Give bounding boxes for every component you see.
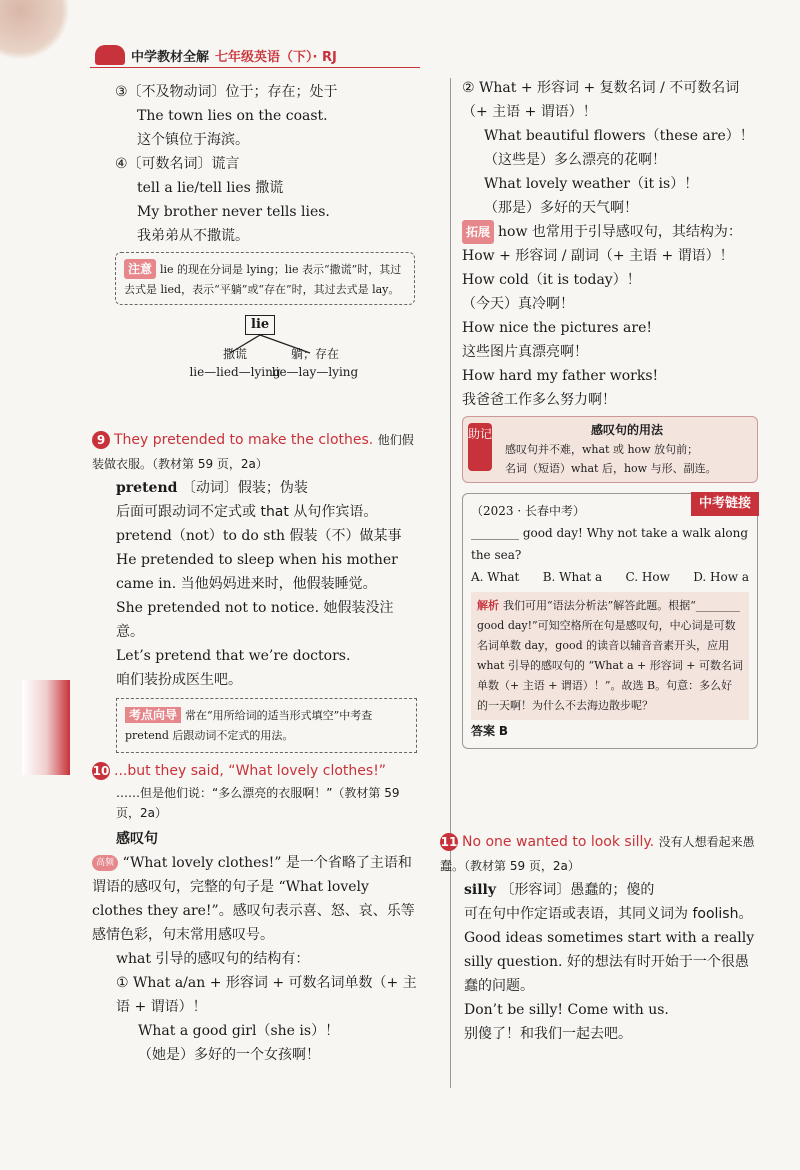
sense-4: ④〔可数名词〕谎言: [115, 156, 240, 172]
note-tag: 注意: [124, 259, 156, 279]
book-title: 中学教材全解: [131, 49, 210, 65]
branch-1-en: lie—lied—lying: [189, 365, 281, 379]
exam-options: [471, 566, 749, 588]
example-cn: 我弟弟从不撒谎。: [137, 228, 249, 244]
how-structure: How + 形容词 / 副词（+ 主语 + 谓语）！: [462, 248, 734, 264]
sense-3: ③〔不及物动词〕位于；存在；处于: [115, 84, 338, 100]
exam-link-box: [462, 493, 758, 749]
example: She pretended not to notice. 她假装没注意。: [116, 600, 394, 640]
exam-link-tag: 中考链接: [691, 492, 759, 516]
extension-text: how 也常用于引导感叹句，其结构为：: [498, 224, 742, 240]
option-c: C. How: [625, 570, 670, 584]
branch-1-cn: 撒谎: [222, 347, 247, 361]
item-number: 9: [92, 431, 110, 449]
structure-1: ① What a/an + 形容词 + 可数名词单数（+ 主语 + 谓语）！: [116, 975, 417, 1015]
tree-branch-2: [255, 345, 375, 381]
structure-intro: what 引导的感叹句的结构有：: [116, 951, 310, 967]
thumb-shadow: [0, 0, 70, 60]
right-column-2: [440, 830, 762, 1046]
exam-tip-tag: 考点向导: [125, 707, 181, 723]
analysis-text: 我们可用“语法分析法”解答此题。根据“________ good day!”可知空格所在句是感叹句，中心词是可数名词单数 day，good 的读音以辅音音素开头，应用 what 引导的感叹句的 “What a + 形容词 + 可数名词单数（+ 主语 + 谓语）！”。故选 B。句意：多么好的一天啊！为什么不去海边散步呢？: [477, 599, 743, 712]
headword: pretend: [116, 480, 178, 496]
example-en: How hard my father works!: [462, 368, 659, 384]
example-en: My brother never tells lies.: [137, 204, 330, 220]
option-a: A. What: [471, 570, 520, 584]
item-11-cn: 没有人想看起来愚蠢。（教材第 59 页，2a）: [440, 835, 755, 873]
extension-tag: 拓展: [462, 220, 494, 244]
explanation: “What lovely clothes!” 是一个省略了主语和谓语的感叹句，完整的句子是 “What lovely clothes they are!”。感叹句表示喜、怒、哀、乐等感情色彩，句末常用感叹号。: [92, 855, 415, 943]
analysis-tag: 解析: [477, 599, 499, 612]
option-d: D. How a: [693, 570, 749, 584]
example-en: How cold（it is today）！: [462, 272, 641, 288]
book-subtitle: 七年级英语（下）· RJ: [215, 49, 337, 65]
answer-value: B: [498, 724, 508, 738]
item-11-en: No one wanted to look silly.: [462, 834, 655, 850]
answer-line: [471, 720, 749, 742]
branch-2-cn: 躺；存在: [290, 347, 339, 361]
answer-label: 答案: [471, 724, 496, 738]
pretend-section: [92, 476, 417, 753]
example-en: How nice the pictures are!: [462, 320, 653, 336]
option-b: B. What a: [542, 570, 603, 584]
mnemonic-title: 感叹句的用法: [590, 423, 663, 437]
exam-question: ________ good day! Why not take a walk along the sea?: [471, 526, 749, 562]
exclamation-section: [92, 827, 417, 1067]
lie-tree-diagram: [115, 315, 415, 397]
mnemonic-tag: 助记: [468, 423, 492, 471]
item-9-heading: [92, 428, 417, 476]
exam-source: （2023 · 长春中考）: [471, 504, 585, 518]
example-cn: （那是）多好的天气啊！: [484, 200, 638, 216]
exam-tip-box: [116, 698, 417, 753]
mnemonic-line: 名词（短语）what 后，how 与形、副连。: [505, 462, 717, 475]
page-edge-tab: [22, 680, 70, 775]
example-cn: （这些是）多么漂亮的花啊！: [484, 152, 666, 168]
note-text: lie 的现在分词是 lying；lie 表示“撒谎”时，其过去式是 lied，表示“平躺”或“存在”时，其过去式是 lay。: [124, 263, 402, 296]
note-box: [115, 252, 415, 305]
example-en: Let’s pretend that we’re doctors.: [116, 648, 351, 664]
example-cn: 别傻了！和我们一起去吧。: [464, 1026, 632, 1042]
mnemonic-box: [462, 416, 758, 483]
book-logo-icon: [95, 45, 125, 65]
example-en: What lovely weather（it is）！: [484, 176, 699, 192]
high-freq-badge: 高频: [92, 855, 118, 871]
headword: silly: [464, 882, 496, 898]
phrase: tell a lie/tell lies 撒谎: [137, 180, 284, 196]
item-9-cn: 他们假装做衣服。（教材第 59 页，2a）: [92, 433, 414, 471]
branch-2-en: lie—lay—lying: [271, 365, 359, 379]
item-number: 11: [440, 835, 458, 849]
header-rule: [90, 67, 420, 68]
item-10-cn: ……但是他们说：“多么漂亮的衣服啊！”（教材第 59 页，2a）: [116, 786, 400, 820]
tree-root: lie: [245, 315, 275, 335]
left-column-2: [92, 428, 417, 1067]
item-11-heading: [440, 830, 762, 878]
example: Good ideas sometimes start with a really silly question. 好的想法有时开始于一个很愚蠢的问题。: [464, 930, 755, 994]
example-en: Don’t be silly! Come with us.: [464, 1002, 669, 1018]
usage-line: 可在句中作定语或表语，其同义词为 foolish。: [464, 906, 753, 922]
extension-line: [462, 220, 758, 244]
example-en: What beautiful flowers（these are）！: [484, 128, 754, 144]
example-cn: 咱们装扮成医生吧。: [116, 672, 242, 688]
example-cn: 我爸爸工作多么努力啊！: [462, 392, 616, 408]
definition: 〔形容词〕愚蠢的；傻的: [500, 882, 655, 898]
right-column: [462, 76, 758, 749]
left-column: [115, 80, 415, 397]
item-number: 10: [92, 764, 110, 778]
example-cn: 这个镇位于海滨。: [137, 132, 249, 148]
usage-line: 后面可跟动词不定式或 that 从句作宾语。: [116, 504, 378, 520]
mnemonic-line: 感叹句并不难，what 或 how 放句前；: [505, 443, 699, 456]
item-9-en: They pretended to make the clothes.: [114, 432, 374, 448]
example-en: The town lies on the coast.: [137, 108, 328, 124]
silly-section: [440, 878, 762, 1046]
example-cn: （今天）真冷啊！: [462, 296, 574, 312]
example-cn: （她是）多好的一个女孩啊！: [138, 1047, 320, 1063]
item-10-en: ...but they said, “What lovely clothes!”: [114, 763, 387, 779]
usage-pattern: pretend（not）to do sth 假装（不）做某事: [116, 528, 402, 544]
example-cn: 这些图片真漂亮啊！: [462, 344, 588, 360]
item-10-heading: [92, 759, 417, 783]
analysis-box: [471, 592, 749, 720]
exam-tip-text: 常在“用所给词的适当形式填空”中考查 pretend 后跟动词不定式的用法。: [125, 709, 373, 742]
example-en: What a good girl（she is）！: [138, 1023, 340, 1039]
structure-2: ② What + 形容词 + 复数名词 / 不可数名词（+ 主语 + 谓语）！: [462, 80, 740, 120]
definition: 〔动词〕假装；伪装: [181, 480, 308, 496]
page-header: [95, 44, 337, 66]
section-title: 感叹句: [116, 831, 158, 847]
example: He pretended to sleep when his mother came in. 当他妈妈进来时，他假装睡觉。: [116, 552, 398, 592]
